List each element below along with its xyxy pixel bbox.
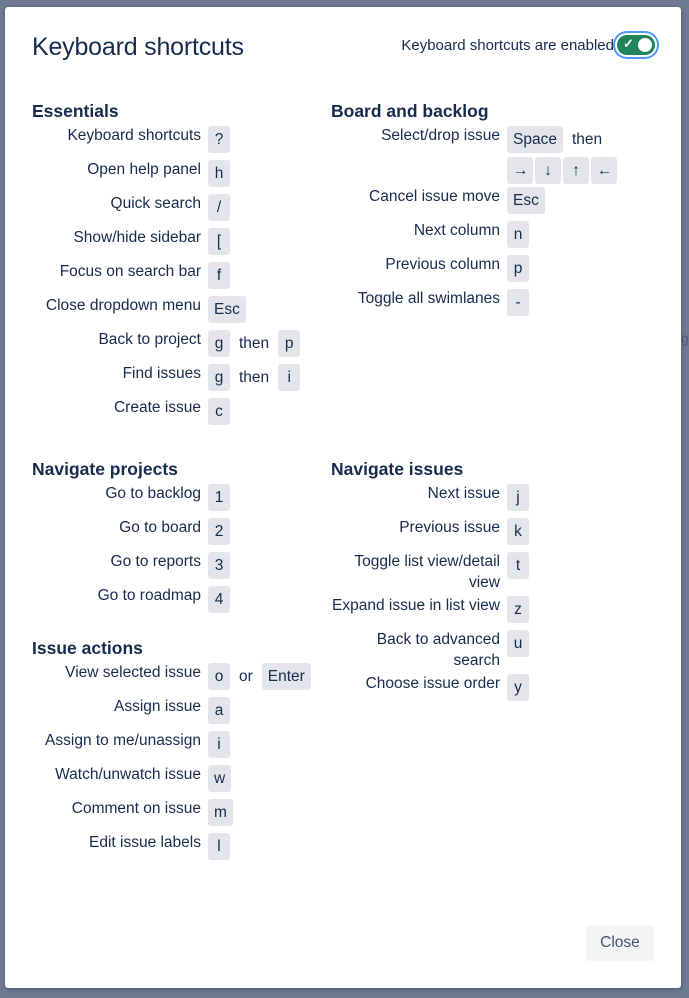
shortcut-keys bbox=[208, 123, 230, 153]
shortcut-label: Go to backlog bbox=[105, 485, 201, 502]
key-cap: u bbox=[507, 630, 529, 657]
key-cap: l bbox=[208, 833, 230, 860]
shortcut-label: Go to roadmap bbox=[97, 587, 201, 604]
shortcut-label: Find issues bbox=[122, 365, 201, 382]
key-cap: i bbox=[278, 364, 300, 391]
shortcut-keys bbox=[208, 583, 230, 613]
shortcut-label: Previous column bbox=[385, 256, 500, 273]
shortcut-label: Toggle all swimlanes bbox=[357, 290, 500, 307]
background-page-text: g bbox=[681, 330, 689, 346]
shortcut-keys bbox=[208, 327, 300, 357]
key-cap: i bbox=[208, 731, 230, 758]
shortcut-keys bbox=[507, 218, 529, 248]
section-title: Navigate issues bbox=[331, 459, 464, 479]
shortcut-row bbox=[32, 583, 332, 617]
key-cap: a bbox=[208, 697, 230, 724]
shortcut-row bbox=[32, 327, 332, 361]
key-cap: n bbox=[507, 221, 529, 248]
shortcut-row bbox=[32, 830, 332, 864]
shortcut-row bbox=[32, 157, 332, 191]
shortcut-row bbox=[32, 395, 332, 429]
shortcut-row bbox=[32, 762, 332, 796]
key-cap: - bbox=[507, 289, 529, 316]
shortcut-row bbox=[32, 694, 332, 728]
section-title: Issue actions bbox=[32, 638, 143, 658]
shortcut-label: Back to project bbox=[98, 331, 201, 348]
shortcut-label: Toggle list view/detail view bbox=[354, 553, 500, 591]
key-cap: 2 bbox=[208, 518, 230, 545]
arrow-up-icon: ↑ bbox=[563, 157, 589, 184]
key-cap: g bbox=[208, 330, 230, 357]
shortcut-keys bbox=[208, 796, 233, 826]
key-cap: Esc bbox=[507, 187, 545, 214]
shortcut-label: Assign issue bbox=[113, 698, 201, 715]
shortcut-row bbox=[32, 123, 332, 157]
check-icon: ✓ bbox=[623, 36, 634, 51]
key-cap: p bbox=[507, 255, 529, 282]
shortcut-label: Keyboard shortcuts bbox=[67, 127, 201, 144]
key-cap: / bbox=[208, 194, 230, 221]
key-cap: Enter bbox=[262, 663, 311, 690]
shortcut-keys bbox=[507, 593, 529, 623]
shortcut-row bbox=[331, 671, 661, 705]
key-cap: [ bbox=[208, 228, 230, 255]
shortcuts-toggle-group bbox=[401, 35, 655, 55]
shortcut-keys bbox=[208, 395, 230, 425]
shortcut-keys bbox=[208, 481, 230, 511]
shortcut-keys bbox=[208, 157, 230, 187]
shortcut-row bbox=[331, 481, 661, 515]
key-separator: then bbox=[239, 335, 270, 352]
shortcut-label: Show/hide sidebar bbox=[73, 229, 201, 246]
shortcut-keys bbox=[507, 123, 637, 184]
key-cap: Space bbox=[507, 126, 563, 153]
shortcut-keys bbox=[208, 515, 230, 545]
shortcut-row bbox=[32, 225, 332, 259]
shortcut-label: Choose issue order bbox=[365, 675, 500, 692]
arrow-right-icon: → bbox=[507, 157, 533, 184]
shortcut-keys bbox=[507, 671, 529, 701]
shortcut-keys bbox=[507, 515, 529, 545]
shortcut-keys bbox=[208, 549, 230, 579]
shortcut-label: Watch/unwatch issue bbox=[55, 766, 201, 783]
shortcut-label: Edit issue labels bbox=[88, 834, 201, 851]
shortcut-label: Close dropdown menu bbox=[45, 297, 201, 314]
shortcut-keys bbox=[507, 481, 529, 511]
toggle-knob bbox=[638, 38, 652, 52]
key-cap: k bbox=[507, 518, 529, 545]
shortcut-keys bbox=[507, 252, 529, 282]
shortcut-label: Focus on search bar bbox=[59, 263, 201, 280]
shortcut-label: Next column bbox=[413, 222, 500, 239]
key-cap: z bbox=[507, 596, 529, 623]
shortcut-label: Go to board bbox=[119, 519, 201, 536]
shortcut-keys bbox=[208, 225, 230, 255]
shortcut-row bbox=[32, 660, 332, 694]
key-cap: m bbox=[208, 799, 233, 826]
close-button[interactable]: Close bbox=[586, 925, 654, 961]
shortcut-row bbox=[331, 123, 661, 184]
key-cap: w bbox=[208, 765, 231, 792]
shortcut-keys bbox=[208, 660, 311, 690]
arrow-keys bbox=[507, 154, 627, 184]
keyboard-shortcuts-dialog bbox=[5, 7, 681, 988]
section-board-and-backlog bbox=[331, 99, 661, 457]
key-cap: 4 bbox=[208, 586, 230, 613]
section-essentials bbox=[32, 99, 332, 457]
shortcut-keys bbox=[208, 830, 230, 860]
section-title: Navigate projects bbox=[32, 459, 178, 479]
shortcut-label: Back to advanced search bbox=[376, 631, 500, 669]
key-separator: or bbox=[239, 668, 253, 685]
key-cap: 1 bbox=[208, 484, 230, 511]
key-cap: g bbox=[208, 364, 230, 391]
shortcut-keys bbox=[507, 184, 545, 214]
shortcut-row bbox=[32, 515, 332, 549]
shortcut-keys bbox=[208, 762, 231, 792]
key-separator: then bbox=[239, 369, 270, 386]
section-navigate-projects bbox=[32, 457, 332, 636]
shortcut-keys bbox=[208, 728, 230, 758]
shortcut-row bbox=[331, 627, 661, 671]
arrow-down-icon: ↓ bbox=[535, 157, 561, 184]
shortcut-row bbox=[331, 593, 661, 627]
key-cap: y bbox=[507, 674, 529, 701]
shortcut-row bbox=[331, 515, 661, 549]
key-separator: then bbox=[571, 131, 603, 148]
section-navigate-issues bbox=[331, 457, 661, 705]
arrow-left-icon: ← bbox=[591, 157, 617, 184]
key-cap: j bbox=[507, 484, 529, 511]
shortcut-row bbox=[32, 549, 332, 583]
key-cap: 3 bbox=[208, 552, 230, 579]
shortcut-label: Go to reports bbox=[110, 553, 201, 570]
key-cap: Esc bbox=[208, 296, 246, 323]
shortcut-label: Create issue bbox=[113, 399, 201, 416]
shortcut-label: Previous issue bbox=[399, 519, 500, 536]
shortcut-row bbox=[32, 796, 332, 830]
shortcut-row bbox=[32, 191, 332, 225]
shortcut-keys bbox=[507, 286, 529, 316]
key-cap: h bbox=[208, 160, 230, 187]
shortcut-label: Cancel issue move bbox=[369, 188, 500, 205]
shortcut-row bbox=[331, 549, 661, 593]
shortcut-keys bbox=[208, 293, 246, 323]
section-title: Board and backlog bbox=[331, 101, 489, 121]
dialog-title: Keyboard shortcuts bbox=[32, 33, 244, 61]
shortcut-keys bbox=[208, 191, 230, 221]
shortcut-label: Quick search bbox=[110, 195, 201, 212]
section-title: Essentials bbox=[32, 101, 119, 121]
shortcut-label: Select/drop issue bbox=[381, 127, 500, 144]
shortcut-keys bbox=[208, 361, 300, 391]
left-column bbox=[32, 99, 332, 864]
shortcut-label: Assign to me/unassign bbox=[45, 732, 201, 749]
shortcut-row bbox=[331, 252, 661, 286]
shortcut-label: Open help panel bbox=[87, 161, 201, 178]
shortcut-row bbox=[331, 218, 661, 252]
key-cap: ? bbox=[208, 126, 230, 153]
right-column bbox=[331, 99, 661, 705]
shortcut-keys bbox=[208, 259, 230, 289]
shortcut-label: View selected issue bbox=[65, 664, 201, 681]
shortcut-row bbox=[331, 184, 661, 218]
shortcut-keys bbox=[208, 694, 230, 724]
shortcut-label: Expand issue in list view bbox=[332, 597, 500, 614]
key-cap: t bbox=[507, 552, 529, 579]
shortcuts-enabled-toggle[interactable] bbox=[617, 35, 655, 55]
key-cap: f bbox=[208, 262, 230, 289]
shortcut-row bbox=[32, 481, 332, 515]
key-cap: o bbox=[208, 663, 230, 690]
shortcut-row bbox=[331, 286, 661, 320]
key-cap: p bbox=[278, 330, 300, 357]
shortcut-row bbox=[32, 361, 332, 395]
toggle-label: Keyboard shortcuts are enabled bbox=[401, 36, 614, 54]
key-cap: c bbox=[208, 398, 230, 425]
shortcut-label: Comment on issue bbox=[71, 800, 201, 817]
shortcut-label: Next issue bbox=[427, 485, 500, 502]
shortcut-row bbox=[32, 728, 332, 762]
shortcut-keys bbox=[507, 549, 529, 579]
section-issue-actions bbox=[32, 636, 332, 864]
shortcut-row bbox=[32, 293, 332, 327]
shortcut-keys bbox=[507, 627, 529, 657]
shortcut-row bbox=[32, 259, 332, 293]
